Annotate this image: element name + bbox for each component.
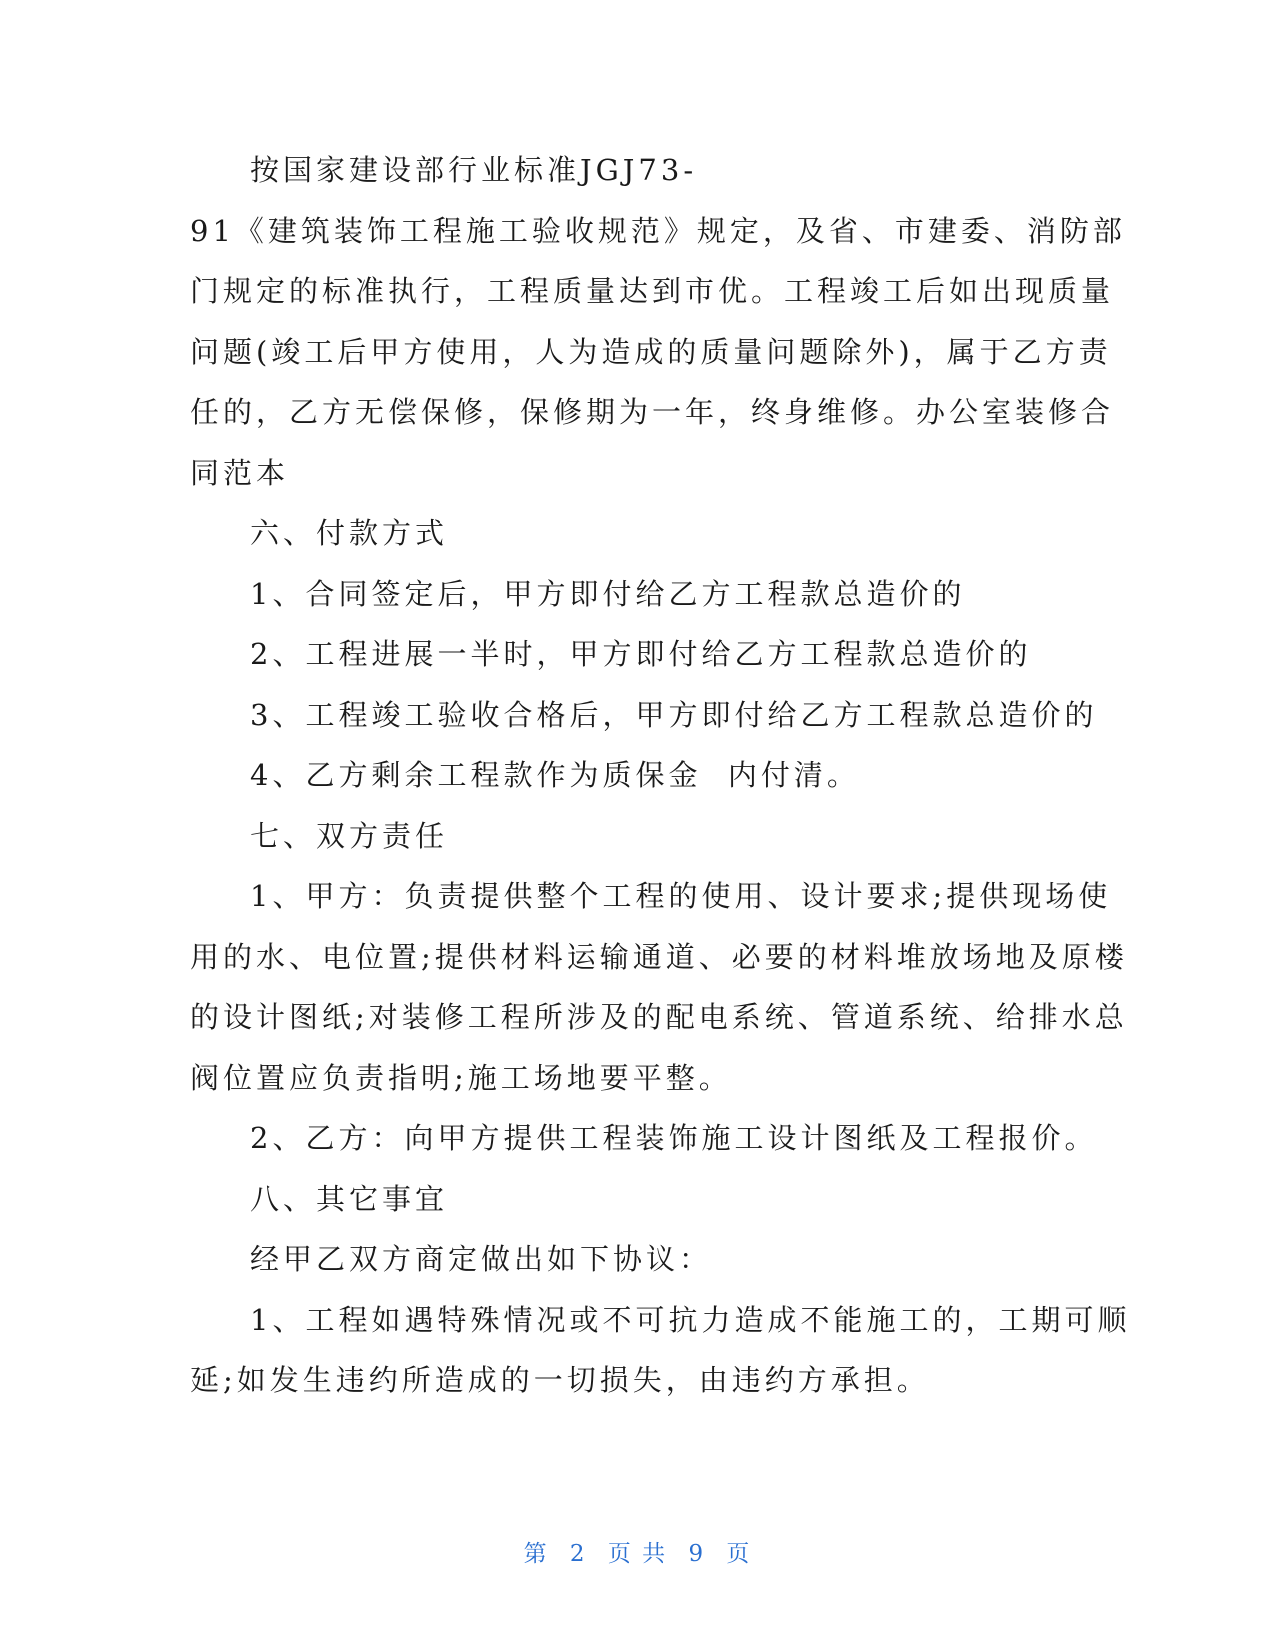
paragraph-line: 阀位置应负责指明;施工场地要平整。 (190, 1060, 732, 1095)
list-item: 1、工程如遇特殊情况或不可抗力造成不能施工的，工期可顺 (250, 1302, 1131, 1337)
paragraph-line: 任的，乙方无偿保修，保修期为一年，终身维修。办公室装修合 (190, 395, 1115, 429)
list-item: 1、合同签定后，甲方即付给乙方工程款总造价的 (250, 576, 966, 611)
section-heading: 七、双方责任 (250, 818, 449, 853)
paragraph-line: 延;如发生违约所造成的一切损失，由违约方承担。 (190, 1363, 930, 1397)
paragraph-line: 的设计图纸;对装修工程所涉及的配电系统、管道系统、给排水总 (190, 1000, 1128, 1034)
list-item: 2、乙方：向甲方提供工程装饰施工设计图纸及工程报价。 (250, 1121, 1098, 1155)
section-heading: 六、付款方式 (250, 516, 449, 550)
section-heading: 八、其它事宜 (250, 1181, 449, 1216)
paragraph-line: 问题(竣工后甲方使用，人为造成的质量问题除外)，属于乙方责 (190, 334, 1112, 369)
footer-suffix: 页 (726, 1541, 752, 1567)
page-footer (0, 1535, 1275, 1568)
paragraph-line: 用的水、电位置;提供材料运输通道、必要的材料堆放场地及原楼 (190, 939, 1128, 974)
list-item: 1、甲方：负责提供整个工程的使用、设计要求;提供现场使 (250, 879, 1112, 913)
paragraph-line: 按国家建设部行业标准JGJ73- (250, 153, 698, 187)
paragraph-line: 同范本 (190, 455, 290, 490)
list-item: 4、乙方剩余工程款作为质保金 内付清。 (250, 758, 860, 792)
footer-prefix: 第 (523, 1541, 549, 1567)
document-body (190, 140, 1131, 1411)
list-item: 3、工程竣工验收合格后，甲方即付给乙方工程款总造价的 (250, 697, 1098, 732)
paragraph-line: 门规定的标准执行，工程质量达到市优。工程竣工后如出现质量 (190, 274, 1115, 308)
paragraph-line: 91《建筑装饰工程施工验收规范》规定，及省、市建委、消防部 (190, 213, 1126, 248)
footer-mid: 页 共 (607, 1541, 668, 1567)
footer-current-page: 2 (569, 1541, 587, 1567)
list-item: 2、工程进展一半时，甲方即付给乙方工程款总造价的 (250, 637, 1032, 671)
footer-total-pages: 9 (688, 1541, 706, 1567)
paragraph-line: 经甲乙双方商定做出如下协议： (250, 1242, 713, 1276)
